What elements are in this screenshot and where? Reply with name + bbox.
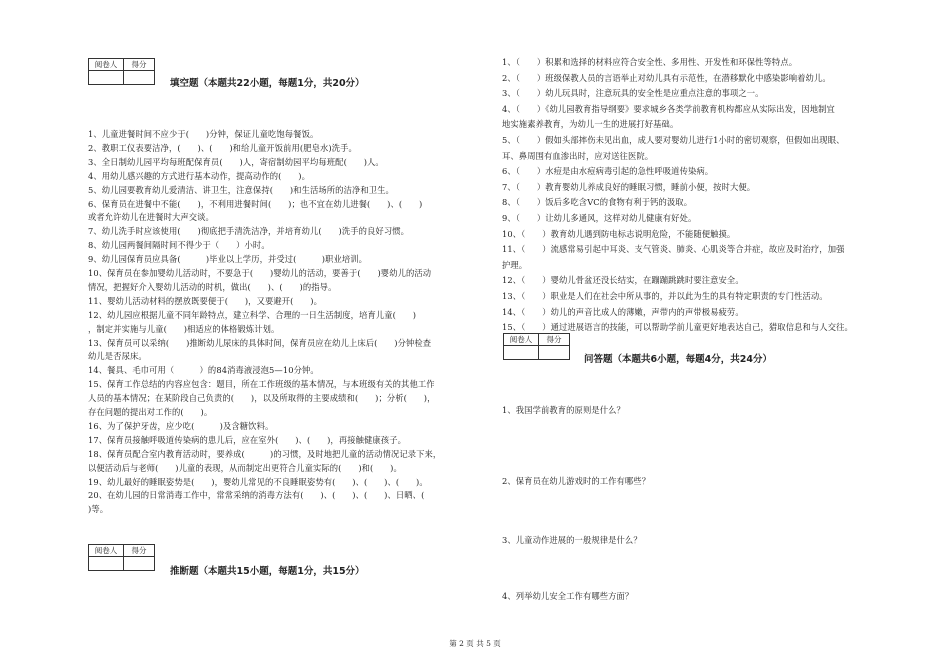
- judge-question-line: 11、（ ）流感常易引起中耳炎、支气管炎、肺炎、心肌炎等合并症，故应及时治疗，加强: [502, 244, 845, 255]
- score-box-judge: [88, 544, 155, 571]
- fill-question-line: 20、在幼儿园的日常消毒工作中，常常采纳的消毒方法有( )、( )、( )、日晒、(: [88, 490, 442, 501]
- section-heading-fill: 填空题（本题共22小题，每题1分，共20分）: [170, 78, 365, 89]
- fill-question-line: 或者允许幼儿在进餐时大声交谈。: [88, 212, 214, 223]
- reviewer-label: 阅卷人: [89, 545, 124, 557]
- reviewer-label: 阅卷人: [504, 334, 539, 346]
- fill-question-line: 7、幼儿洗手时应该使用( )彻底把手清洗洁净，并培育幼儿( )洗手的良好习惯。: [88, 226, 410, 237]
- judge-question-line: 地实施素养教育，为幼儿一生的进展打好基础。: [502, 119, 679, 130]
- judge-question-line: 10、（ ）教育幼儿遇到防电标志说明危险，不能随便触摸。: [502, 228, 736, 239]
- score-cell: [539, 346, 570, 360]
- judge-question-line: 12、（ ）婴幼儿骨盆还没长结实，在蹦蹦跳跳时要注意安全。: [502, 275, 744, 286]
- fill-question-line: 15、保育工作总结的内容应包含：题目，所在工作班级的基本情况，与本班级有关的其他工作: [88, 379, 435, 390]
- fill-question-line: )等。: [88, 504, 109, 515]
- reviewer-label: 阅卷人: [89, 59, 124, 71]
- judge-question-line: 13、（ ）职业是人们在社会中所从事的，并以此为生的具有特定职责的专门性活动。: [502, 291, 828, 301]
- score-cell: [124, 71, 155, 85]
- essay-question: 2、保育员在幼儿游戏时的工作有哪些？: [502, 476, 651, 486]
- score-cell: [124, 557, 155, 571]
- reviewer-cell: [89, 71, 124, 85]
- essay-question: 4、列举幼儿安全工作有哪些方面？: [502, 591, 634, 601]
- fill-question-line: 3、全日制幼儿园平均每班配保育员( )人，寄宿制幼园平均每班配( )人。: [88, 156, 384, 167]
- fill-question-line: 以便活动后与老师( )儿童的表现，从而制定出更符合儿童实际的( )和( )。: [88, 462, 402, 473]
- judge-question-line: 4、（ ）《幼儿园教育指导纲要》要求城乡各类学前教育机构都应从实际出发，因地制宜: [502, 103, 835, 114]
- fill-question-line: 19、幼儿最好的睡眠姿势是( )，婴幼儿常见的不良睡眠姿势有( )、( )、( )。: [88, 476, 428, 487]
- judge-question-line: 护理。: [502, 259, 528, 270]
- fill-question-line: ，制定并实施与儿童( )相适应的体格锻炼计划。: [88, 323, 280, 334]
- section-heading-judge: 推断题（本题共15小题，每题1分，共15分）: [170, 566, 365, 577]
- fill-question-line: 4、用幼儿感兴趣的方式进行基本动作，提高动作的( )。: [88, 170, 310, 181]
- fill-question-line: 18、保育员配合室内教育活动时，要养成( )的习惯，及时地把儿童的活动情况记录下来，: [88, 448, 442, 459]
- judge-question-line: 1、（ ）积累和选择的材料应符合安全性、多用性、开发性和环保性等特点。: [502, 57, 798, 67]
- page-footer: 第 2 页 共 5 页: [449, 639, 501, 648]
- judge-question-line: 2、（ ）班级保教人员的言语举止对幼儿具有示范性，在潜移默化中感染影响着幼儿。: [502, 72, 831, 83]
- fill-question-line: 幼儿是否尿床。: [88, 351, 147, 362]
- judge-question-line: 7、（ ）教育婴幼儿养成良好的睡眠习惯，睡前小便，按时大便。: [502, 181, 756, 192]
- judge-question-line: 9、（ ）让幼儿多通风，这样对幼儿健康有好处。: [502, 213, 697, 223]
- fill-question-line: 11、婴幼儿活动材料的摆放既要便于( )，又要避开( )。: [88, 295, 323, 306]
- fill-question-line: 情况，把握好介入婴幼儿活动的时机，做出( )、( )的指导。: [88, 281, 337, 292]
- fill-question-line: 8、幼儿园两餐间隔时间不得少于（ ）小时。: [88, 240, 270, 251]
- fill-question-line: 16、为了保护牙齿，应少吃( )及含糖饮料。: [88, 420, 274, 431]
- fill-question-line: 人员的基本情况；在某阶段自己负责的( )，以及所取得的主要成绩和( )；分析( )，: [88, 393, 436, 404]
- judge-question-line: 8、（ ）饭后多吃含VC的食物有利于钙的汲取。: [502, 197, 693, 208]
- reviewer-cell: [89, 557, 124, 571]
- essay-question: 3、儿童动作进展的一般规律是什么？: [502, 535, 642, 545]
- fill-question-line: 1、儿童进餐时间不应少于( )分钟，保证儿童吃饱每餐饭。: [88, 129, 319, 139]
- judge-question-line: 耳、鼻周围有血渗出时，应对送往医院。: [502, 150, 654, 161]
- score-box-essay: [503, 333, 570, 360]
- fill-question-line: 存在问题的提出对工作的( )。: [88, 407, 213, 417]
- score-label: 得分: [124, 59, 155, 71]
- score-box-fill: [88, 58, 155, 85]
- fill-question-line: 10、保育员在参加婴幼儿活动时，不要急于( )婴幼儿的活动，要善于( )婴幼儿的活动: [88, 268, 432, 278]
- judge-question-line: 6、（ ）水痘是由水痘病毒引起的急性呼吸道传染病。: [502, 166, 714, 177]
- score-label: 得分: [124, 545, 155, 557]
- reviewer-cell: [504, 346, 539, 360]
- fill-question-line: 12、幼儿园应根据儿童不同年龄特点，建立科学、合理的一日生活制度，培育儿童( ): [88, 309, 417, 320]
- score-label: 得分: [539, 334, 570, 346]
- fill-question-line: 6、保育员在进餐中不能( )，不利用进餐时间( )；也不宜在幼儿进餐( )、( ): [88, 198, 423, 209]
- judge-question-line: 14、（ ）幼儿的声音比成人的薄嫩，声带内的声带极易疲劳。: [502, 306, 744, 317]
- fill-question-line: 5、幼儿园要教育幼儿爱清洁、讲卫生，注意保持( )和生活场所的洁净和卫生。: [88, 184, 394, 195]
- essay-question: 1、我国学前教育的原则是什么？: [502, 405, 625, 415]
- judge-question-line: 15、（ ）通过进展语言的技能，可以帮助学前儿童更好地表达自己，猎取信息和与人交往。: [502, 322, 853, 333]
- fill-question-line: 14、餐具、毛巾可用（ ）的84消毒液浸泡5—10分钟。: [88, 365, 319, 376]
- fill-question-line: 9、幼儿园保育员应具备( )毕业以上学历，并受过( )职业培训。: [88, 254, 368, 265]
- fill-question-line: 17、保育员接触呼吸道传染病的患儿后，应在室外( )、( )，再接触健康孩子。: [88, 434, 406, 445]
- judge-question-line: 3、（ ）幼儿玩具时，注意玩具的安全性是应重点注意的事项之一。: [502, 88, 764, 99]
- judge-question-line: 5、（ ）假如头部摔伤未见出血，成人要对婴幼儿进行1小时的密切观察，但假如出现眼、: [502, 135, 845, 145]
- fill-question-line: 2、教职工仪表要洁净，( )、( )和给儿童开饭前用(肥皂水)洗手。: [88, 142, 357, 153]
- fill-question-line: 13、保育员可以采纳( )推断幼儿尿床的具体时间，保育员应在幼儿上床后( )分钟检查: [88, 337, 432, 348]
- section-heading-essay: 问答题（本题共6小题，每题4分，共24分）: [584, 354, 772, 365]
